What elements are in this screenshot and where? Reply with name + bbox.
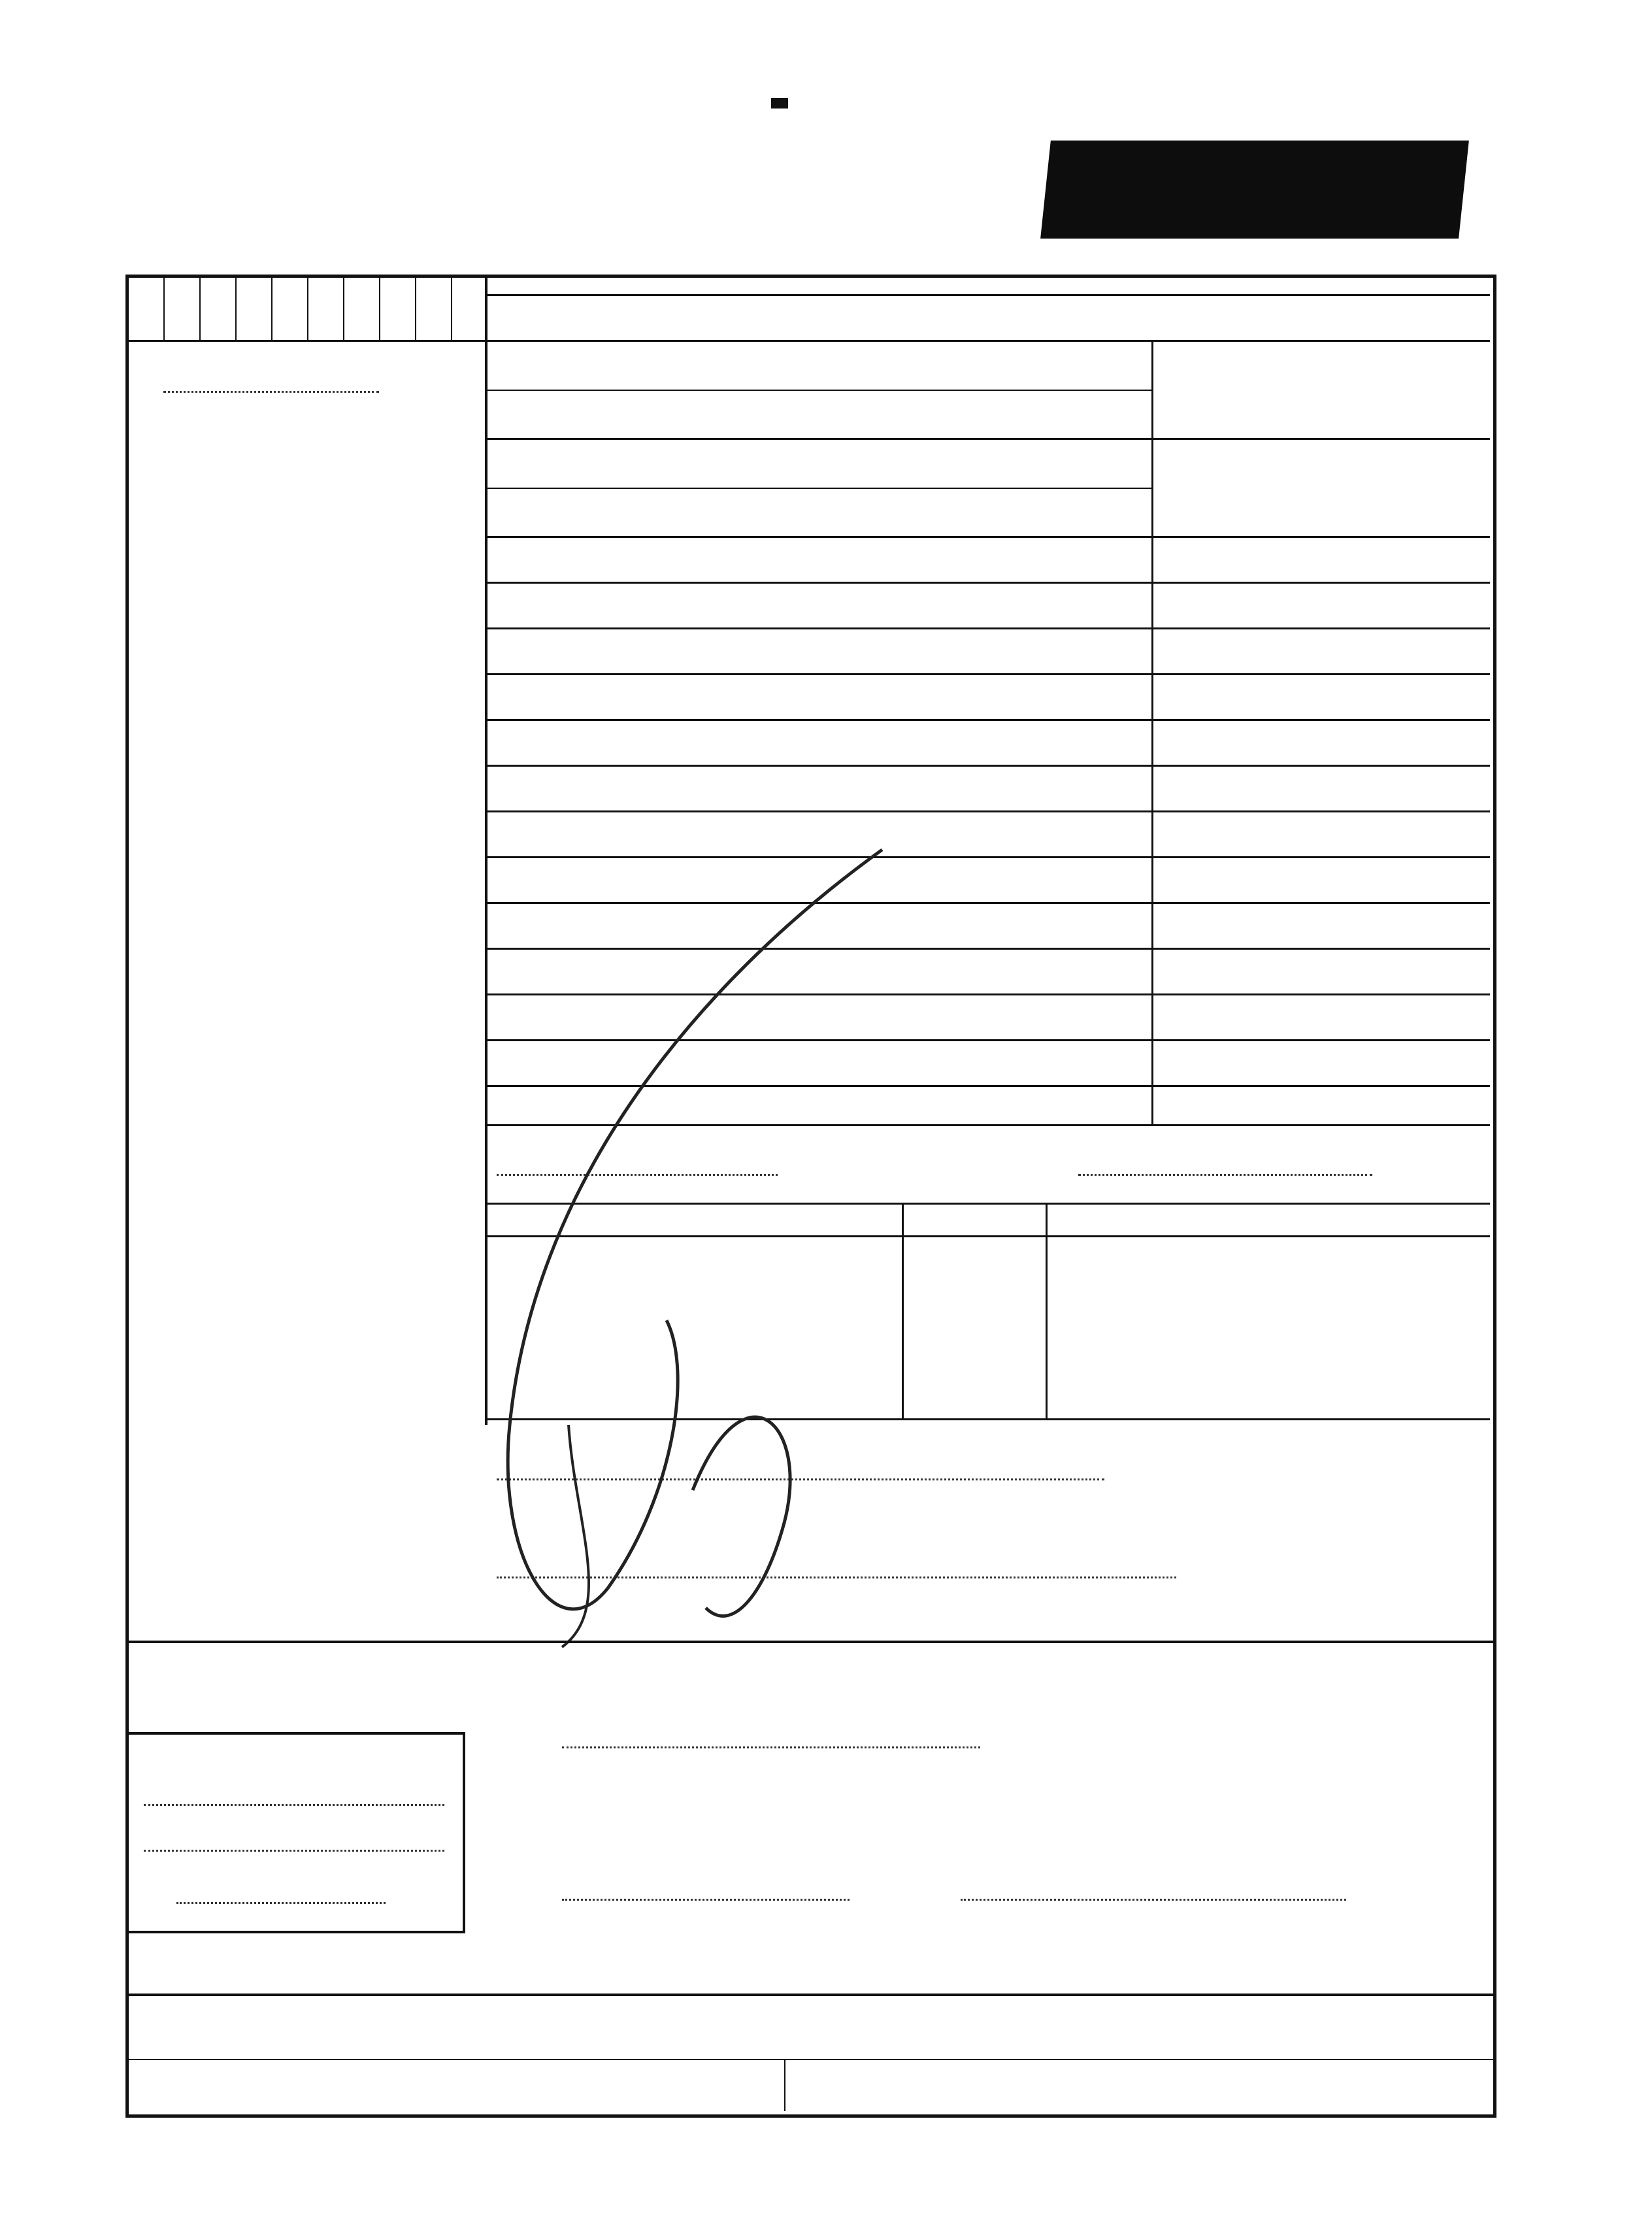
handwritten-scrawl (457, 837, 954, 1673)
yad-vashem-logo (1040, 141, 1469, 239)
punch-mark (771, 98, 788, 108)
